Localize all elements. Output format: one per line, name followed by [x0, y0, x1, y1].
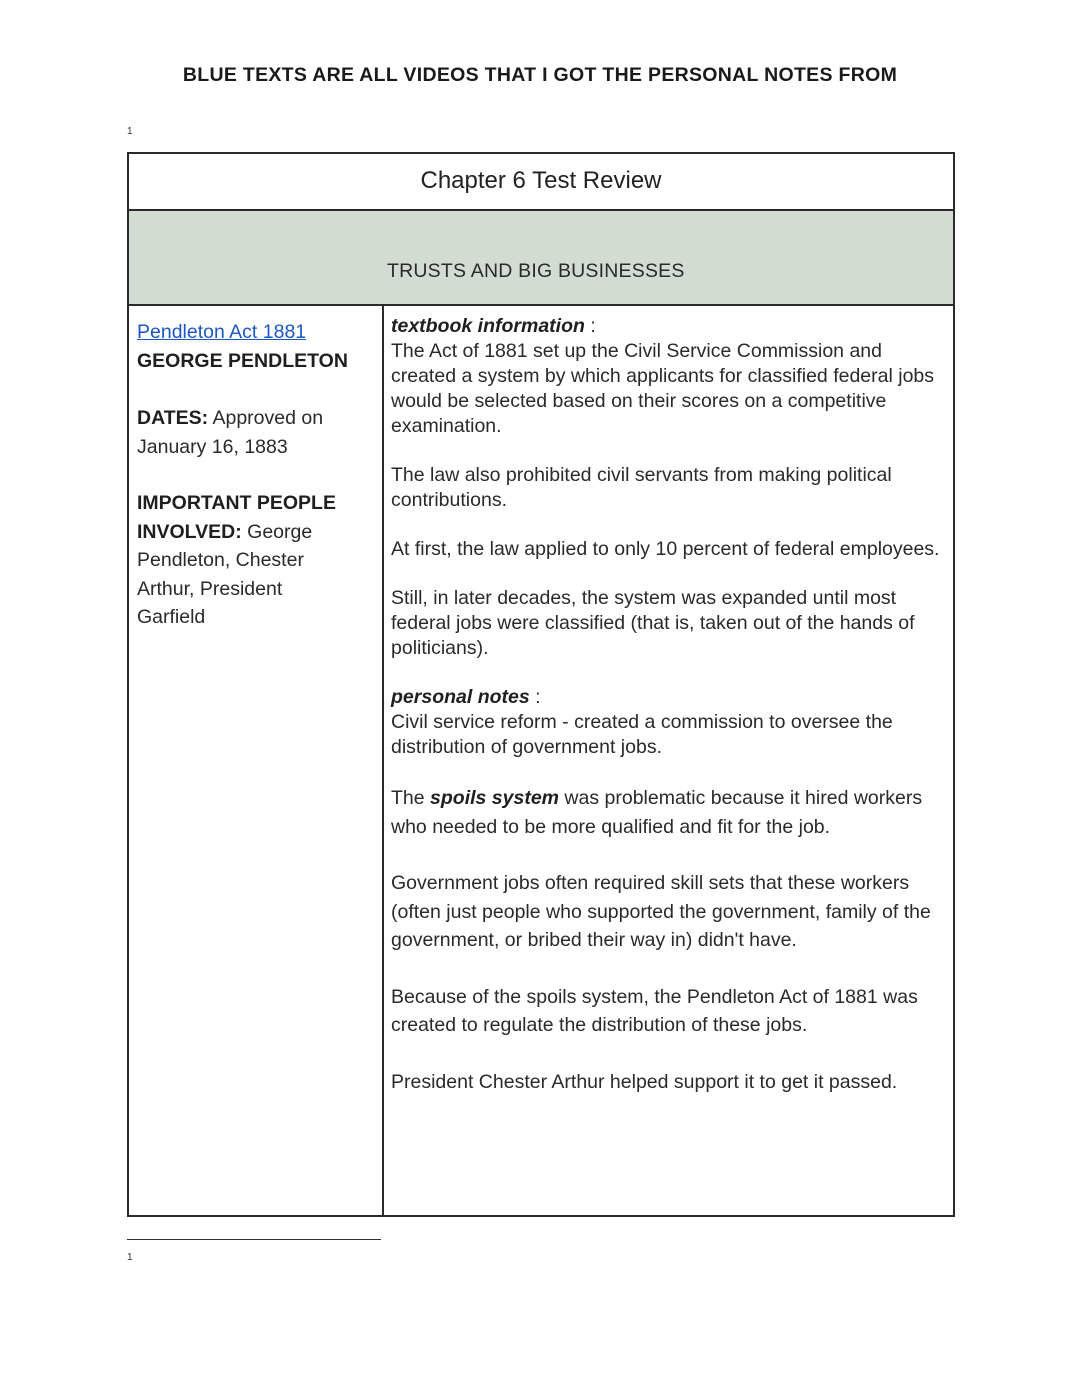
people-label: IMPORTANT PEOPLE: [137, 492, 336, 514]
page-banner: BLUE TEXTS ARE ALL VIDEOS THAT I GOT THE PERSONAL NOTES FROM: [182, 64, 898, 86]
people-value: George: [241, 520, 313, 543]
right-column-cell: [391, 314, 947, 1096]
personal-notes-paragraph: President Chester Arthur helped support it to get it passed.: [391, 1070, 898, 1093]
section-title: TRUSTS AND BIG BUSINESSES: [387, 260, 685, 282]
dates-label: DATES:: [137, 407, 209, 429]
textbook-paragraph: The law also prohibited civil servants from making political contributions.: [391, 464, 892, 511]
column-divider: [382, 306, 384, 1215]
page-number-mark: 1: [127, 126, 133, 137]
personal-notes-paragraph: The spoils system was problematic because it hired workers who needed to be more qualified and fit for the job.: [391, 787, 923, 838]
table-title: Chapter 6 Test Review: [129, 154, 953, 211]
textbook-paragraph: The Act of 1881 set up the Civil Service Commission and created a system by which applicants for classified federal jobs would be selected based on their scores on a competitive examination.: [391, 340, 935, 437]
subject-name: GEORGE PENDLETON: [137, 349, 348, 372]
pendleton-act-video-link[interactable]: Pendleton Act 1881: [137, 321, 307, 343]
personal-notes-heading: personal notes :: [391, 686, 541, 708]
footnote-divider: [127, 1239, 381, 1240]
review-table: [127, 152, 955, 1217]
spoils-system-term: spoils system: [430, 787, 560, 809]
dates-value-date: January 16, 1883: [137, 435, 288, 458]
textbook-paragraph: At first, the law applied to only 10 percent of federal employees.: [391, 538, 940, 560]
footnote-number-mark: 1: [127, 1252, 133, 1263]
personal-notes-paragraph: Because of the spoils system, the Pendleton Act of 1881 was created to regulate the distribution of these jobs.: [391, 985, 918, 1036]
section-header-row: [129, 211, 953, 306]
left-column-cell: [137, 318, 373, 632]
people-value-line-2: Pendleton, Chester: [137, 549, 304, 571]
personal-notes-paragraph: Civil service reform - created a commission to oversee the distribution of government jobs.: [391, 711, 893, 758]
people-value-line-4: Garfield: [137, 606, 206, 628]
dates-value: Approved on: [208, 407, 324, 429]
personal-notes-paragraph: Government jobs often required skill sets that these workers (often just people who supported the government, family of the government, or bribed their way in) didn't have.: [391, 872, 931, 951]
textbook-paragraph: Still, in later decades, the system was expanded until most federal jobs were classified (that is, taken out of the hands of politicians).: [391, 587, 915, 659]
people-value-line-3: Arthur, President: [137, 577, 283, 600]
people-label-cont: INVOLVED:: [137, 520, 242, 543]
textbook-heading: textbook information :: [391, 315, 596, 337]
